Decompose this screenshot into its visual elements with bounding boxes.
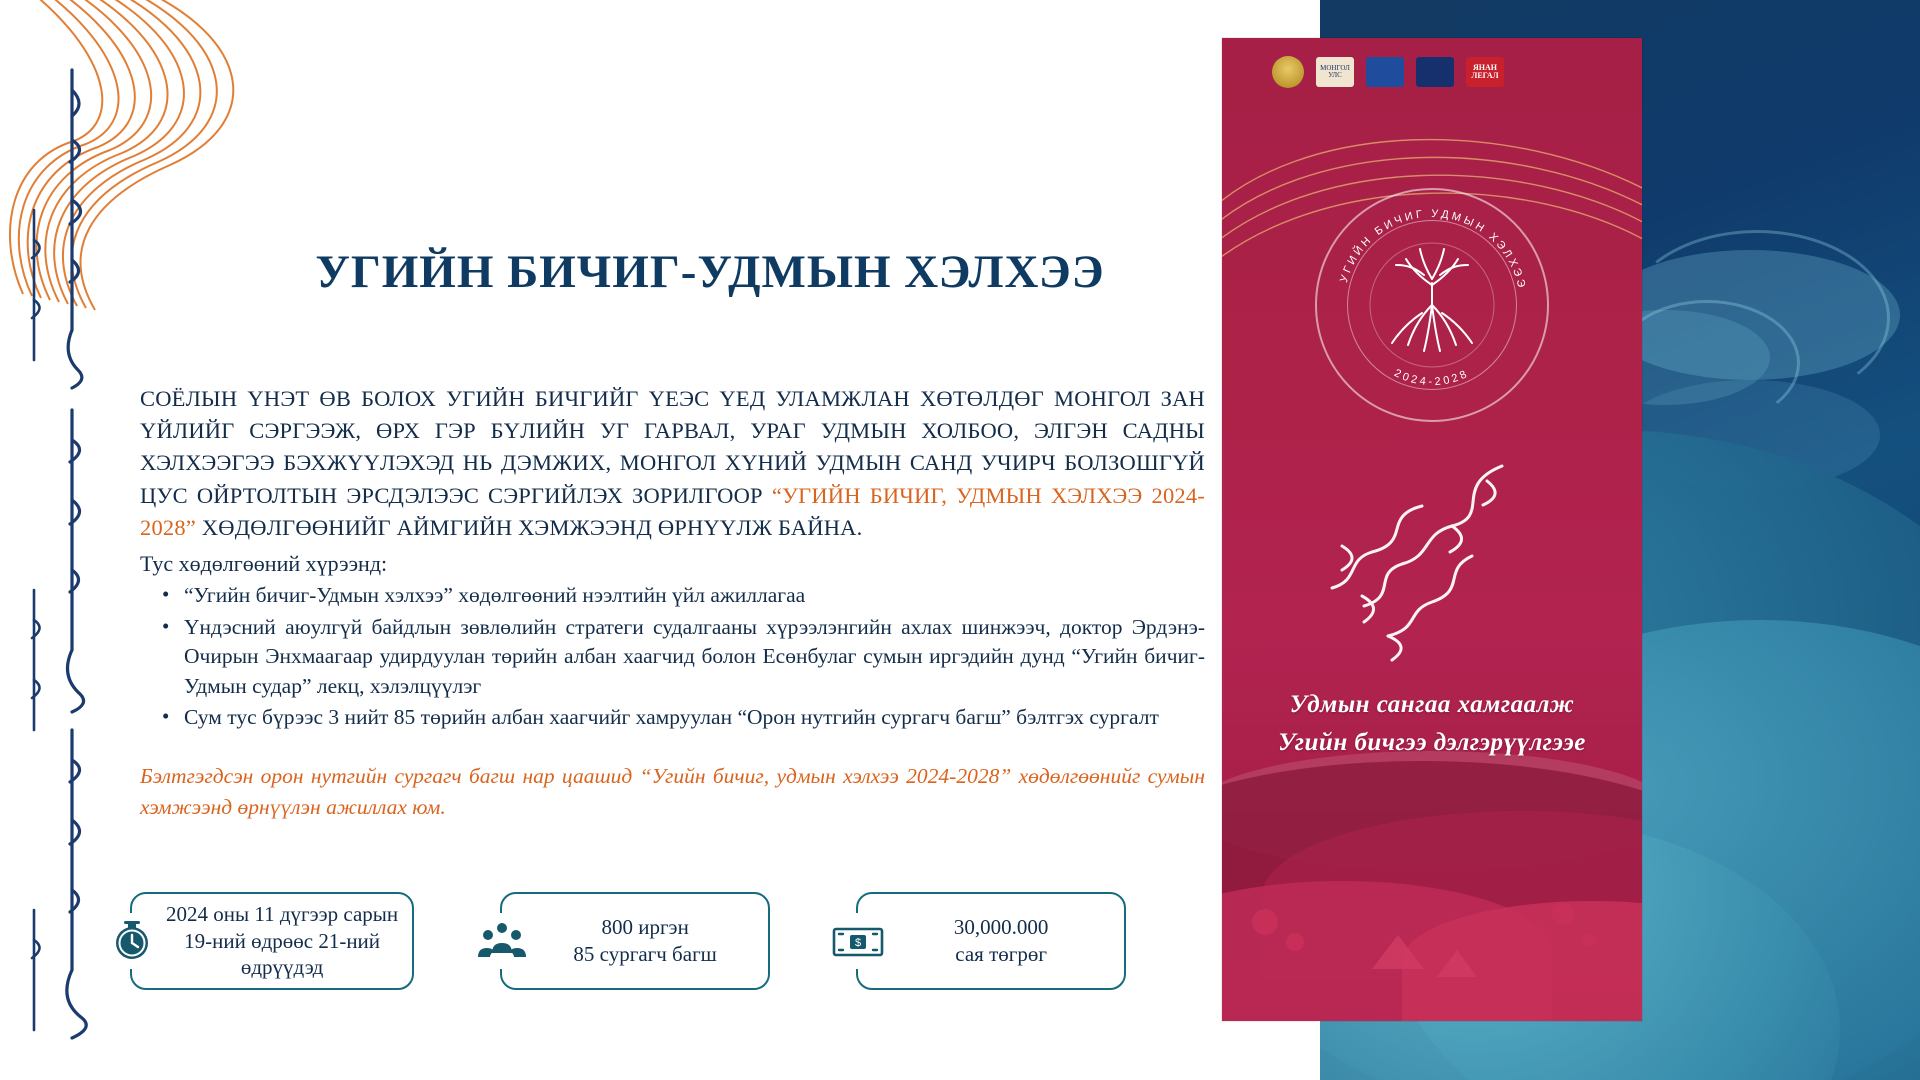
svg-text:2024-2028: 2024-2028 [1392,367,1472,389]
main-paragraph-part2: ХӨДӨЛГӨӨНИЙГ АЙМГИЙН ХЭМЖЭЭНД ӨРНҮҮЛЖ БАЙНА. [196,514,863,540]
closing-note: Бэлтгэгдсэн орон нутгийн сургагч багш нар цаашид “Угийн бичиг, удмын хэлхээ 2024-2028” хөдөлгөөнийг сумын хэмжээнд өрнүүлэн ажиллах юм. [140,764,1205,820]
main-paragraph-part1: СОЁЛЫН ҮНЭТ ӨВ БОЛОХ УГИЙН БИЧГИЙГ ҮЕЭС ҮЕД УЛАМЖЛАН ХӨТӨЛДӨГ МОНГОЛ ЗАН ҮЙЛИЙГ СЭРГЭЭЖ, ӨРХ ГЭР БҮЛИЙН УГ ГАРВАЛ, УРАГ УДМЫН ХОЛБОО, ЭЛГЭН САДНЫ ХЭЛХЭЭГЭЭ БЭХЖҮҮЛЭХЭД НЬ ДЭМЖИХ, МОНГОЛ ХҮНИЙ УДМЫН САНД УЧИРЧ БОЛЗОШГҮЙ ЦУС ОЙРТОЛТЫН ЭРСДЭЛЭЭС СЭРГИЙЛЭХ ЗОРИЛГООР [140,386,1205,508]
sub-lead-text: Тус хөдөлгөөний хүрээнд: [140,550,388,576]
poster-slogan [1222,686,1642,761]
stat-line-1: 800 иргэн [601,915,689,940]
family-tree-emblem [1315,188,1549,422]
list-item: • “Угийн бичиг-Удмын хэлхээ” хөдөлгөөний нээлтийн үйл ажиллагаа [182,581,1205,611]
stat-line-1: 30,000.000 [953,915,1049,940]
poster-slogan-line-2: Угийн бичгээ дэлгэрүүлгээе [1278,728,1586,756]
stats-row [130,892,1126,990]
money-icon [830,913,886,969]
tree-dot [1252,909,1278,935]
stat-line-2: сая төгрөг [955,942,1047,966]
government-logo: МОНГОЛ УЛС [1316,57,1354,87]
mongolian-vertical-script [8,30,100,1060]
mongolian-script-art [1302,446,1562,666]
stat-text-participants [573,914,716,968]
svg-text:УГИЙН БИЧИГ УДМЫН ХЭЛХЭЭ: УГИЙН БИЧИГ УДМЫН ХЭЛХЭЭ [1338,207,1528,292]
ger-icon [1437,950,1477,977]
stat-line-1: 2024 оны 11 дүгээр сарын [166,901,399,926]
list-item: • Сум тус бүрээс 3 нийт 85 төрийн албан хаагчийг хамруулан “Орон нутгийн сургагч багш” бэлтгэх сургалт [182,703,1205,733]
stat-line-2: 85 сургагч багш [573,942,717,966]
people-icon [474,913,530,969]
stat-text-dates [166,901,398,982]
poster-landscape [1222,761,1642,1021]
red-partner-logo: ЯНАН ЛЕГАЛ [1466,57,1504,87]
clock-icon [104,913,160,969]
ministry-logo [1366,57,1404,87]
poster-mongolian-script [1222,438,1642,673]
stat-box-budget [856,892,1126,990]
ger-icon [1372,935,1424,969]
campaign-poster [1222,38,1642,1021]
stat-text-budget [954,914,1049,968]
emblem-ring-text [1317,190,1547,420]
list-item: • Үндэсний аюулгүй байдлын зөвлөлийн стратеги судалгааны хүрээлэнгийн ахлах шинжээч, доктор Эрдэнэ-Очирын Энхмаагаар удирдуулан төрийн албан хаагчид болон Есөнбулаг сумын иргэдийн дунд “Угийн бичиг-Удмын судар” лекц, хэлэлцүүлэг [182,613,1205,702]
tree-dot [1286,933,1304,951]
page-title: УГИЙН БИЧИГ-УДМЫН ХЭЛХЭЭ [315,246,1105,298]
state-emblem-logo [1272,56,1304,88]
activity-list [140,581,1205,733]
main-paragraph [140,383,1205,544]
poster-logo-row [1272,56,1504,88]
svg-text:$: $ [855,937,862,949]
stat-box-dates [130,892,414,990]
tree-dot [1552,903,1574,925]
stat-line-2: 19-ний өдрөөс 21-ний [184,928,381,953]
body-content [140,383,1205,823]
stat-line-3: өдрүүдэд [240,955,324,980]
stat-box-participants [500,892,770,990]
tree-dot [1582,933,1596,947]
archive-logo [1416,57,1454,87]
campaign-name-highlight: “УГИЙН БИЧИГ, УДМЫН ХЭЛХЭЭ 2024-2028” [140,482,1206,540]
poster-slogan-line-1: Удмын сангаа хамгаалж [1289,691,1575,718]
